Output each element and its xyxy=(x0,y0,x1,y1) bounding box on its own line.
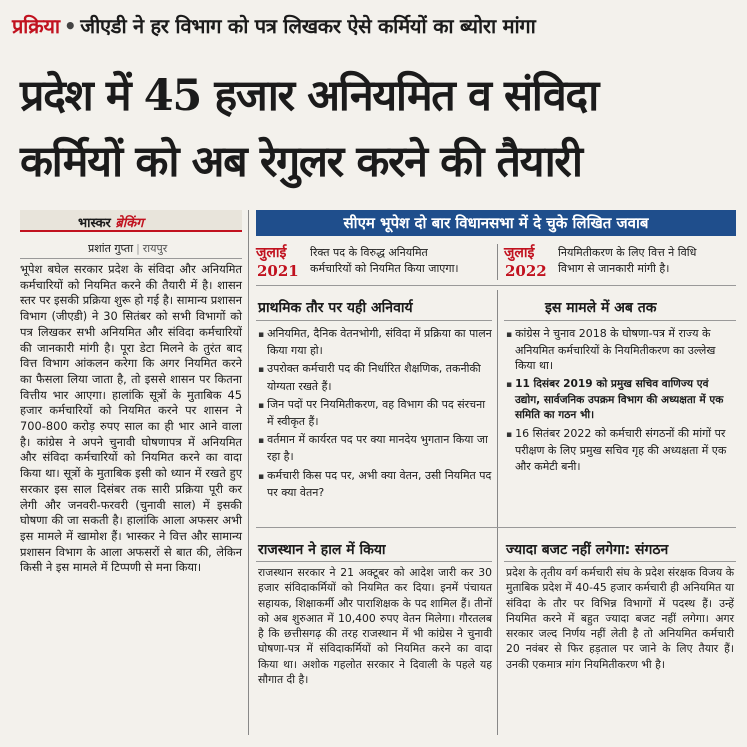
article-paragraph: भूपेश बघेल सरकार प्रदेश के संविदा और अनियमित कर्मचारियों को नियमित करने की तैयारी में है। शासन स्तर पर इसकी प्रक्रिया शुरू हो गई है। सामान्य प्रशासन विभाग (जीएडी) ने 30 सितंबर को सभी विभागों को पत्र लिखकर सभी अनियमित और संविदा कर्मचारियों की जानकारी मांगी है। पूरा डेटा मिलने के तुरंत बाद वित्त विभाग आंकलन करेगा कि अगर नियमित करने का फैसला लिया जाता है, तो इससे शासन पर कितना वित्तीय भार आएगा। हालांकि सूत्रों के मुताबिक 45 हजार कर्मचारियों को नियमित करने पर शासन ने 700-800 करोड़ रुपए साल का ही भार आने वाला है। कांग्रेस ने अपने चुनावी घोषणापत्र में अनियमित और संविदा कर्मचारियों को नियमित करने का वादा किया था। सूत्रों के मुताबिक इसी को ध्यान में रखते हुए सरकार इस साल दिसंबर तक सारी प्रक्रिया पूरी कर लेगी और जनवरी-फरवरी (चुनावी साल) में इसकी घोषणा की जा सकती है। हालांकि आला अफसर अभी इस मामले में खामोश हैं। भास्कर ने वित्त और सामान्य प्रशासन विभाग के आला अफसरों से बात की, लेकिन किसी ने इस मामले में टिप्पणी से मना किया। xyxy=(20,262,242,575)
timeline-2-text-2: विभाग से जानकारी मांगी है। xyxy=(558,262,670,275)
status-box-rule xyxy=(504,320,736,321)
headline-line-1: प्रदेश में 45 हजार अनियमित व संविदा xyxy=(20,71,598,121)
status-box-title: इस मामले में अब तक xyxy=(545,300,657,316)
byline xyxy=(88,241,167,256)
timeline-1-month: जुलाई xyxy=(256,245,287,261)
rajasthan-box-rule xyxy=(256,561,492,562)
brand-part-2: ब्रेकिंग xyxy=(115,216,144,231)
headline-line-2: कर्मियों को अब रेगुलर करने की तैयारी xyxy=(20,137,582,187)
sangathan-box-title: ज्यादा बजट नहीं लगेगा: संगठन xyxy=(506,542,669,558)
list-item: ▪ 11 दिसंबर 2019 को प्रमुख सचिव वाणिज्य एवं उद्योग, सार्वजनिक उपक्रम विभाग की अध्यक्षता में एक समिति का गठन भी। xyxy=(506,377,734,424)
kicker-tag: प्रक्रिया xyxy=(12,14,60,38)
rajasthan-box-title: राजस्थान ने हाल में किया xyxy=(258,542,386,558)
primary-box-rule xyxy=(256,320,492,321)
timeline-divider xyxy=(497,244,498,280)
column-divider-right xyxy=(497,290,498,735)
list-item: ▪ उपरोक्त कर्मचारी पद की निर्धारित शैक्षणिक, तकनीकी योग्यता रखते हैं। xyxy=(258,361,492,393)
list-item: ▪ अनियमित, दैनिक वेतनभोगी, संविदा में प्रक्रिया का पालन किया गया हो। xyxy=(258,326,492,358)
list-item: ▪ वर्तमान में कार्यरत पद पर क्या मानदेय भुगतान किया जा रहा है। xyxy=(258,432,492,464)
byline-author: प्रशांत गुप्ता xyxy=(88,242,134,255)
timeline-2-text-1: नियमितीकरण के लिए वित्त ने विधि xyxy=(558,246,697,259)
column-divider-left xyxy=(248,210,249,735)
primary-box-title: प्राथमिक तौर पर यही अनिवार्य xyxy=(258,300,413,316)
mid-divider xyxy=(256,527,736,528)
brand-part-1: भास्कर xyxy=(78,216,111,231)
kicker-bullet: • xyxy=(63,14,77,38)
list-item: ▪ कर्मचारी किस पद पर, अभी क्या वेतन, उसी नियमित पद पर क्या वेतन? xyxy=(258,468,492,500)
timeline-1-year: 2021 xyxy=(257,262,299,280)
article-body xyxy=(20,262,242,576)
timeline-2-year: 2022 xyxy=(505,262,547,280)
sangathan-box-rule xyxy=(504,561,736,562)
brand-logo xyxy=(78,213,144,231)
list-item: ▪ जिन पदों पर नियमितीकरण, वह विभाग की पद संरचना में स्वीकृत हैं। xyxy=(258,397,492,429)
sangathan-box-text: प्रदेश के तृतीय वर्ग कर्मचारी संघ के प्रदेश संरक्षक विजय के मुताबिक प्रदेश में 40-45 हजार कर्मचारी ही अनियमित या संविदा के तौर पर विभिन्न विभागों में पदस्थ हैं। उन्हें नियमित करने में बहुत ज्यादा बजट नहीं लगेगा। अगर सरकार जल्द निर्णय नहीं लेती है तो अनियमित कर्मचारी 20 नवंबर से फिर हड़ताल पर जाने के लिए तैयार हैं। उनकी एकमात्र मांग नियमितीकरण भी है। xyxy=(506,566,734,671)
list-item: ▪ कांग्रेस ने चुनाव 2018 के घोषणा-पत्र में राज्य के अनियमित कर्मचारियों के नियमितीकरण का उल्लेख किया था। xyxy=(506,326,734,374)
timeline-1-text-1: रिक्त पद के विरुद्ध अनियमित xyxy=(310,246,428,259)
byline-separator: | xyxy=(136,242,140,255)
kicker-text: जीएडी ने हर विभाग को पत्र लिखकर ऐसे कर्मियों का ब्योरा मांगा xyxy=(80,14,536,38)
rajasthan-box-text: राजस्थान सरकार ने 21 अक्टूबर को आदेश जारी कर 30 हजार संविदाकर्मियों को नियमित कर दिया। इनमें पंचायत सहायक, शिक्षाकर्मी और पाराशिक्षक के पद शामिल हैं। तीनों को अब शुरुआत में 10,400 रुपए वेतन मिलेगा। गौरतलब है कि छत्तीसगढ़ की तरह राजस्थान में भी कांग्रेस ने चुनावी घोषणा-पत्र में संविदाकर्मियों को नियमित करने का वादा किया था। अशोक गहलोत सरकार ने दिवाली के पहले यह सौगात दी है। xyxy=(258,566,492,687)
primary-box-list xyxy=(258,326,492,503)
timeline-1-text-2: कर्मचारियों को नियमित किया जाएगा। xyxy=(310,262,459,275)
kicker-line xyxy=(12,12,737,39)
status-box-list xyxy=(506,326,734,477)
list-item: ▪ 16 सितंबर 2022 को कर्मचारी संगठनों की मांगों पर परीक्षण के लिए प्रमुख सचिव गृह की अध्यक्षता में एक और कमेटी बनी। xyxy=(506,426,734,474)
byline-city: रायपुर xyxy=(142,242,168,255)
cm-banner: सीएम भूपेश दो बार विधानसभा में दे चुके लिखित जवाब xyxy=(256,210,736,236)
timeline-2-month: जुलाई xyxy=(504,245,535,261)
byline-divider xyxy=(20,258,242,259)
timeline-bottom-divider xyxy=(256,285,736,286)
